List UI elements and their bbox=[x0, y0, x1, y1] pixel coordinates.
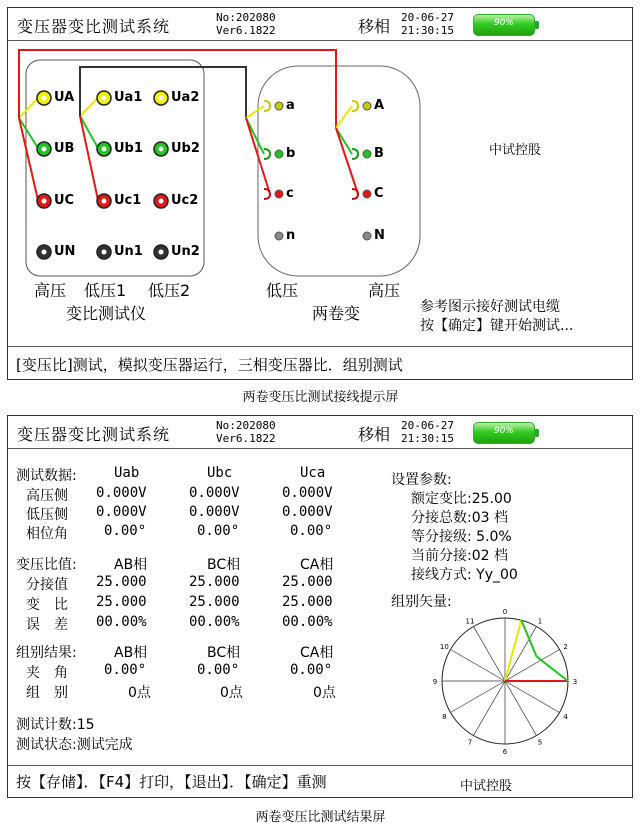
value-cell: 00.00% bbox=[96, 614, 147, 630]
result-screen bbox=[7, 415, 633, 798]
col-ca: CA相 bbox=[300, 645, 334, 661]
label-UB: UB bbox=[54, 141, 75, 156]
clock-number: 3 bbox=[572, 678, 578, 686]
col-bc: BC相 bbox=[207, 645, 241, 661]
clock-number: 4 bbox=[563, 713, 568, 721]
vector-diagram bbox=[428, 606, 582, 756]
wiring-prompt-screen bbox=[7, 7, 633, 380]
label-A: A bbox=[374, 98, 385, 113]
datetime: 20-06-27 21:30:15 bbox=[401, 11, 454, 37]
row-label: 分接值 bbox=[26, 577, 68, 593]
version-info: No:202080 Ver6.1822 bbox=[216, 11, 276, 37]
col-uab: Uab bbox=[114, 465, 140, 481]
value-cell: 0.000V bbox=[189, 504, 240, 520]
label-N: N bbox=[374, 228, 385, 243]
label-Un2: Un2 bbox=[171, 244, 200, 259]
transformer-box bbox=[258, 66, 420, 276]
version-info: No:202080 Ver6.1822 bbox=[216, 419, 276, 445]
clock-number: 0 bbox=[502, 608, 508, 616]
clock-spoke bbox=[450, 681, 505, 713]
setting-connection: 接线方式: Yy_00 bbox=[411, 567, 518, 583]
clock-spoke bbox=[474, 626, 506, 681]
value-cell: 0.000V bbox=[96, 504, 147, 520]
col-ca: CA相 bbox=[300, 557, 334, 573]
ratio-heading: 变压比值: bbox=[16, 557, 77, 573]
col-ubc: Ubc bbox=[207, 465, 233, 481]
value-cell: 0点 bbox=[128, 685, 151, 701]
label-low-voltage-1: 低压1 bbox=[84, 281, 127, 300]
clock-spoke bbox=[505, 681, 537, 736]
test-data-heading: 测试数据: bbox=[16, 468, 77, 484]
value-cell: 0.000V bbox=[189, 485, 240, 501]
row-label: 组 别 bbox=[26, 685, 68, 701]
label-Ub2: Ub2 bbox=[171, 141, 200, 156]
label-C: C bbox=[374, 186, 384, 201]
label-transformer-high: 高压 bbox=[368, 281, 401, 300]
clock-number: 10 bbox=[439, 643, 449, 651]
transformer-name: 两卷变 bbox=[312, 304, 361, 323]
value-cell: 0点 bbox=[220, 685, 243, 701]
test-count: 测试计数:15 bbox=[16, 717, 95, 733]
value-cell: 0.00° bbox=[104, 662, 147, 678]
datetime: 20-06-27 21:30:15 bbox=[401, 419, 454, 445]
clock-spoke bbox=[505, 681, 560, 713]
status-bar bbox=[8, 416, 632, 449]
value-cell: 0点 bbox=[313, 685, 336, 701]
mode-indicator: 移相 bbox=[358, 425, 391, 444]
mode-indicator: 移相 bbox=[358, 17, 391, 36]
instruction-line-2: 按【确定】键开始测试... bbox=[420, 318, 574, 334]
clock-number: 7 bbox=[467, 738, 473, 747]
value-cell: 25.000 bbox=[189, 594, 240, 610]
value-cell: 25.000 bbox=[96, 574, 147, 590]
row-label: 低压侧 bbox=[26, 507, 68, 523]
value-cell: 0.000V bbox=[282, 485, 333, 501]
clock-spoke bbox=[450, 650, 505, 682]
label-low-voltage-2: 低压2 bbox=[148, 281, 191, 300]
row-label: 相位角 bbox=[26, 526, 68, 542]
vector-title: 组别矢量: bbox=[391, 594, 452, 610]
label-Uc1: Uc1 bbox=[114, 193, 142, 208]
row-label: 变 比 bbox=[26, 597, 68, 613]
label-UA: UA bbox=[54, 90, 75, 105]
clock-number: 9 bbox=[432, 678, 438, 686]
clock-number: 6 bbox=[502, 748, 508, 756]
label-c: c bbox=[286, 186, 294, 201]
label-UC: UC bbox=[54, 193, 75, 208]
clock-spoke bbox=[505, 626, 537, 681]
label-transformer-low: 低压 bbox=[266, 281, 299, 300]
label-n: n bbox=[286, 228, 296, 243]
label-b: b bbox=[286, 146, 296, 161]
row-label: 高压侧 bbox=[26, 488, 68, 504]
caption-result: 两卷变压比测试结果屏 bbox=[255, 810, 386, 825]
label-a: a bbox=[286, 98, 295, 113]
footer-hint: [变压比]测试，模拟变压器运行，三相变压器比．组别测试 bbox=[8, 346, 632, 380]
test-status: 测试状态:测试完成 bbox=[16, 737, 133, 753]
value-cell: 0.00° bbox=[290, 662, 333, 678]
battery-icon: 90% bbox=[473, 14, 535, 36]
label-high-voltage: 高压 bbox=[34, 281, 67, 300]
caption-wiring: 两卷变压比测试接线提示屏 bbox=[242, 390, 399, 405]
battery-icon: 90% bbox=[473, 422, 535, 444]
company-watermark: 中试控股 bbox=[489, 143, 542, 158]
clock-number: 8 bbox=[442, 713, 447, 721]
tester-name: 变比测试仪 bbox=[66, 304, 147, 323]
clock-number: 1 bbox=[537, 617, 543, 626]
col-ab: AB相 bbox=[114, 645, 148, 661]
app-title: 变压器变比测试系统 bbox=[17, 425, 171, 444]
label-Ub1: Ub1 bbox=[114, 141, 143, 156]
clock-spoke bbox=[474, 681, 506, 736]
value-cell: 25.000 bbox=[282, 574, 333, 590]
value-cell: 0.00° bbox=[197, 662, 240, 678]
vector-phase-a bbox=[505, 620, 521, 681]
label-B: B bbox=[374, 146, 384, 161]
value-cell: 25.000 bbox=[282, 594, 333, 610]
value-cell: 0.00° bbox=[290, 523, 333, 539]
col-bc: BC相 bbox=[207, 557, 241, 573]
value-cell: 25.000 bbox=[96, 594, 147, 610]
label-Un1: Un1 bbox=[114, 244, 143, 259]
value-cell: 00.00% bbox=[282, 614, 333, 630]
clock-number: 2 bbox=[563, 643, 568, 651]
label-Ua1: Ua1 bbox=[114, 90, 143, 105]
settings-heading: 设置参数: bbox=[391, 472, 452, 488]
footer-hint: 按【存储】．【F4】打印，【退出】．【确定】重测 bbox=[8, 765, 632, 798]
clock-number: 11 bbox=[465, 617, 475, 626]
value-cell: 0.000V bbox=[96, 485, 147, 501]
label-Ua2: Ua2 bbox=[171, 90, 200, 105]
value-cell: 0.000V bbox=[282, 504, 333, 520]
vector-phase-b2 bbox=[537, 656, 569, 681]
clock-number: 5 bbox=[537, 738, 543, 747]
setting-tap-step: 等分接级: 5.0% bbox=[411, 529, 512, 545]
label-UN: UN bbox=[54, 244, 76, 259]
label-Uc2: Uc2 bbox=[171, 193, 199, 208]
group-heading: 组别结果: bbox=[16, 645, 77, 661]
value-cell: 0.00° bbox=[197, 523, 240, 539]
instruction-line-1: 参考图示接好测试电缆 bbox=[420, 299, 560, 315]
row-label: 误 差 bbox=[26, 617, 68, 633]
company-watermark: 中试控股 bbox=[460, 779, 513, 794]
value-cell: 0.00° bbox=[104, 523, 147, 539]
col-uca: Uca bbox=[300, 465, 326, 481]
row-label: 夹 角 bbox=[26, 665, 68, 681]
setting-rated-ratio: 额定变比:25.00 bbox=[411, 491, 512, 507]
setting-tap-count: 分接总数:03 档 bbox=[411, 510, 508, 526]
setting-current-tap: 当前分接:02 档 bbox=[411, 548, 508, 564]
value-cell: 00.00% bbox=[189, 614, 240, 630]
app-title: 变压器变比测试系统 bbox=[17, 17, 171, 36]
value-cell: 25.000 bbox=[189, 574, 240, 590]
col-ab: AB相 bbox=[114, 557, 148, 573]
